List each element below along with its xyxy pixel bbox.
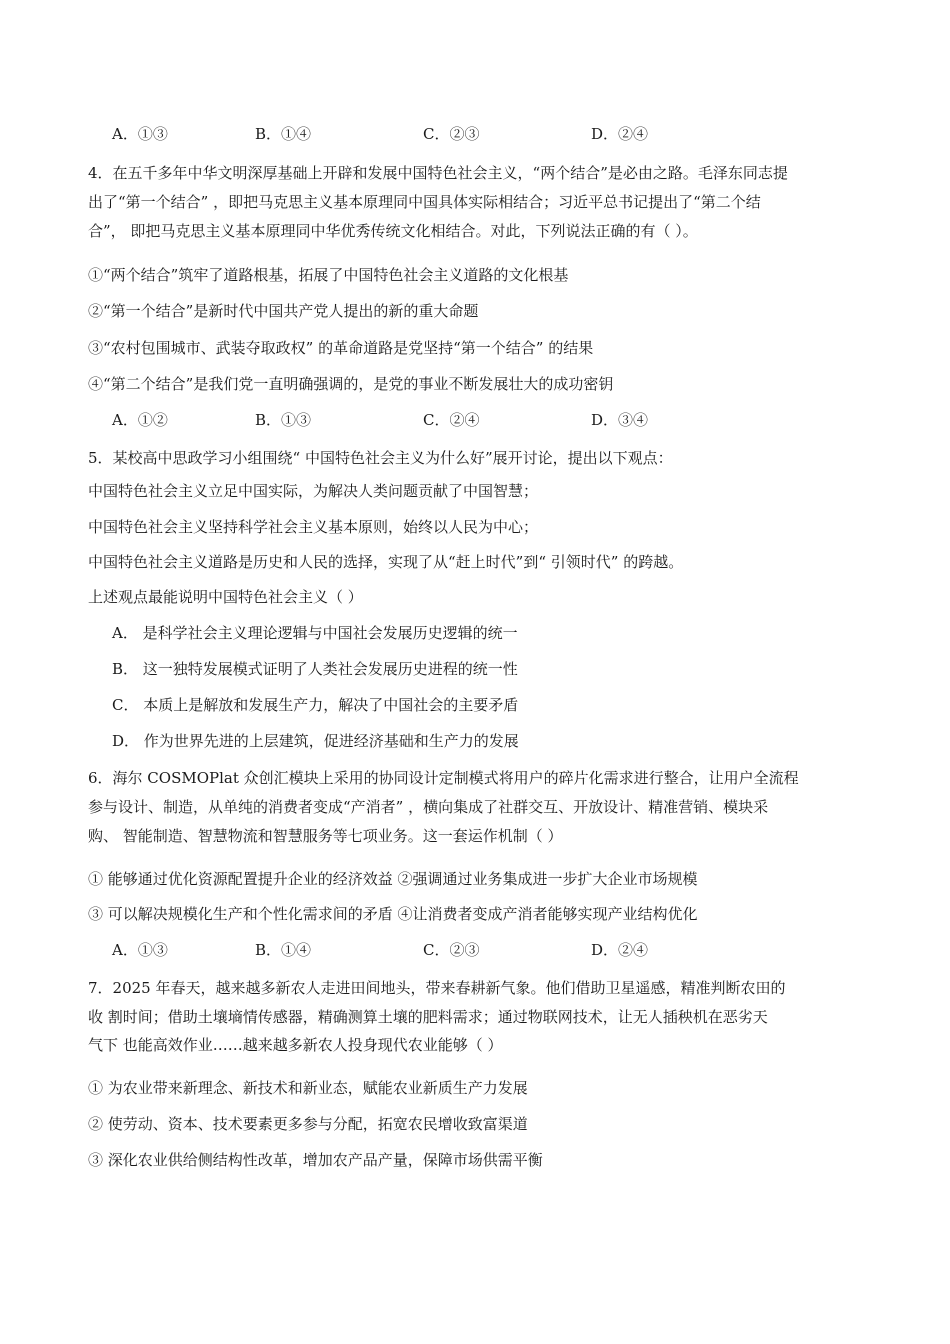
q5-stem: 5．某校高中思政学习小组围绕“ 中国特色社会主义为什么好”展开讨论，提出以下观点：: [88, 449, 673, 467]
q5-point: 中国特色社会主义道路是历史和人民的选择，实现了从“赶上时代”到“ 引领时代” 的跨越。: [88, 553, 684, 571]
q4-stem-line: 4．在五千多年中华文明深厚基础上开辟和发展中国特色社会主义，“两个结合”是必由之路。毛泽东同志提: [88, 164, 788, 182]
q5-option-c: C． 本质上是解放和发展生产力，解决了中国社会的主要矛盾: [112, 696, 519, 714]
q7-statement: ③ 深化农业供给侧结构性改革，增加农产品产量，保障市场供需平衡: [88, 1151, 543, 1169]
q4-option-c: C．②④: [423, 411, 480, 429]
q6-stem-line: 6．海尔 COSMOPlat 众创汇模块上采用的协同设计定制模式将用户的碎片化需求进行整合，让用户全流程: [88, 769, 799, 787]
q6-stem-line: 购、 智能制造、智慧物流和智慧服务等七项业务。这一套运作机制（ ）: [88, 827, 563, 845]
q7-stem-line: 收 割时间；借助土壤墒情传感器，精确测算土壤的肥料需求；通过物联网技术，让无人插秧机在恶劣天: [88, 1008, 768, 1026]
q3-option-a: A．①③: [112, 125, 168, 143]
q3-option-b: B．①④: [255, 125, 312, 143]
q6-statement-row: ① 能够通过优化资源配置提升企业的经济效益 ②强调通过业务集成进一步扩大企业市场规模: [88, 870, 698, 888]
q4-option-b: B．①③: [255, 411, 312, 429]
q7-stem-line: 7．2025 年春天，越来越多新农人走进田间地头，带来春耕新气象。他们借助卫星遥感，精准判断农田的: [88, 979, 786, 997]
q5-option-d: D． 作为世界先进的上层建筑，促进经济基础和生产力的发展: [112, 732, 519, 750]
q4-statement: ④“第二个结合”是我们党一直明确强调的，是党的事业不断发展壮大的成功密钥: [88, 375, 614, 393]
q5-option-a: A． 是科学社会主义理论逻辑与中国社会发展历史逻辑的统一: [112, 624, 518, 642]
q4-statement: ③“农村包围城市、武装夺取政权” 的革命道路是党坚持“第一个结合” 的结果: [88, 339, 594, 357]
q7-statement: ② 使劳动、资本、技术要素更多参与分配，拓宽农民增收致富渠道: [88, 1115, 528, 1133]
q4-option-d: D．③④: [591, 411, 649, 429]
q6-option-a: A．①③: [112, 941, 168, 959]
q5-point: 中国特色社会主义立足中国实际，为解决人类问题贡献了中国智慧；: [88, 482, 539, 500]
q6-stem-line: 参与设计、制造，从单纯的消费者变成“产消者” ，横向集成了社群交互、开放设计、精准营销、模块采: [88, 798, 769, 816]
q6-option-c: C．②③: [423, 941, 480, 959]
q6-option-d: D．②④: [591, 941, 649, 959]
q4-stem-line: 出了“第一个结合” ，即把马克思主义基本原理同中国具体实际相结合；习近平总书记提出了“第二个结: [88, 193, 761, 211]
q7-stem-line: 气下 也能高效作业……越来越多新农人投身现代农业能够（ ）: [88, 1036, 503, 1054]
q4-statement: ②“第一个结合”是新时代中国共产党人提出的新的重大命题: [88, 302, 479, 320]
q4-stem-line: 合”， 即把马克思主义基本原理同中华优秀传统文化相结合。对此，下列说法正确的有（ ）。: [88, 222, 698, 240]
q5-option-b: B． 这一独特发展模式证明了人类社会发展历史进程的统一性: [112, 660, 518, 678]
q4-option-a: A．①②: [112, 411, 168, 429]
q5-point: 中国特色社会主义坚持科学社会主义基本原则，始终以人民为中心；: [88, 518, 539, 536]
q3-option-c: C．②③: [423, 125, 480, 143]
q7-statement: ① 为农业带来新理念、新技术和新业态，赋能农业新质生产力发展: [88, 1079, 528, 1097]
q4-statement: ①“两个结合”筑牢了道路根基，拓展了中国特色社会主义道路的文化根基: [88, 266, 569, 284]
q3-option-d: D．②④: [591, 125, 649, 143]
q6-option-b: B．①④: [255, 941, 312, 959]
q6-statement-row: ③ 可以解决规模化生产和个性化需求间的矛盾 ④让消费者变成产消者能够实现产业结构优化: [88, 905, 698, 923]
q5-question: 上述观点最能说明中国特色社会主义（ ）: [88, 588, 363, 606]
